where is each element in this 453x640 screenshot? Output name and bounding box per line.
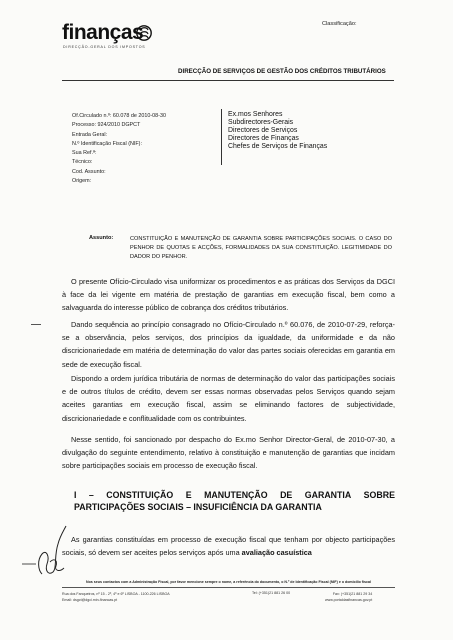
your-reference: Sua Ref.ª: bbox=[72, 150, 97, 157]
header-divider bbox=[62, 80, 394, 81]
footer-contact bbox=[62, 591, 170, 603]
footer-phone: Tel: (+351)21 881 26 00 bbox=[252, 591, 291, 595]
footer-divider bbox=[62, 587, 395, 588]
section-heading-line2: PARTICIPAÇÕES SOCIAIS – INSUFICIÊNCIA DA GARANTIA bbox=[74, 501, 322, 512]
origin-field: Origem: bbox=[72, 178, 92, 185]
recipient-line: Subdirectores-Gerais bbox=[228, 118, 294, 126]
footer-fax: Fax: (+351)21 881 29 34 bbox=[332, 592, 373, 596]
recipient-line: Directores de Finanças bbox=[228, 134, 299, 142]
section-heading-line1: I – CONSTITUIÇÃO E MANUTENÇÃO DE GARANTIA SOBRE bbox=[74, 490, 395, 500]
footer-right bbox=[325, 591, 372, 603]
recipient-line: Directores de Serviços bbox=[228, 126, 298, 134]
logo-wordmark: finanças bbox=[62, 21, 144, 44]
footer-address: Rua dos Fanqueiros, nº 15 - 2º, 4º e 6º LISBOA - 1100-226 LISBOA bbox=[62, 592, 170, 596]
footer-note: Nos seus contactos com a Administração Fiscal, por favor mencione sempre o nome, a referência do documento, o N.º de Identificação Fiscal (NIF) e o domicílio fiscal bbox=[86, 580, 371, 584]
paragraph-guarantees: As garantias constituídas em processo de execução fiscal que tenham por objecto participações sociais, só devem ser aceites pelos serviços após uma avaliação casuística bbox=[62, 535, 395, 558]
logo-subtitle: DIRECÇÃO-GERAL DOS IMPOSTOS bbox=[63, 45, 146, 49]
paragraph-purpose: O presente Ofício-Circulado visa uniformizar os procedimentos e as práticas dos Serviços da DGCI à face da lei vigente em matéria de prestação de garantias em execução fiscal, bem como a salvaguarda do interesse público de cobrança dos créditos tributários. bbox=[62, 277, 395, 313]
paragraph-valuation-rules: Dispondo a ordem jurídica tributária de normas de determinação do valor das participações sociais e de outros títulos de crédito, devem ser essas normas observadas pelos Serviços quando sejam aceites garantias em execução fiscal, assim se eliminando factores de subjectividade, discricionariedade e conflitualidade com os contribuintes. bbox=[62, 374, 395, 423]
recipient-line: Ex.mos Senhores bbox=[228, 111, 283, 118]
general-entry: Entrada Geral: bbox=[72, 131, 108, 138]
margin-mark bbox=[31, 324, 41, 325]
footer-website: www.portaldasfinancas.gov.pt bbox=[325, 598, 373, 602]
recipients-block bbox=[228, 111, 327, 151]
tax-id-field: N.º Identificação Fiscal (NIF): bbox=[72, 140, 142, 147]
section-heading bbox=[62, 490, 395, 513]
paragraph-dispatch: Nesse sentido, foi sancionado por despacho do Ex.mo Senhor Director-Geral, de 2010-07-30, a divulgação do seguinte entendimento, relativo à constituição e manutenção de garantias que incidam sobre participações sociais em processo de execução fiscal. bbox=[62, 435, 395, 471]
logo-emblem-icon bbox=[136, 24, 152, 42]
paragraph-principles: Dando sequência ao princípio consagrado no Ofício-Circulado n.º 60.076, de 2010-07-29, reforça-se a observância, pelos serviços, dos princípios da igualdade, da uniformidade e da não discricionariedade em matéria de determinação do valor das partes sociais oferecidas em garantia em sede de execução fiscal. bbox=[62, 320, 395, 369]
reference-metadata bbox=[72, 112, 166, 186]
recipients-divider bbox=[221, 109, 222, 165]
classification-label: Classificação: bbox=[322, 21, 357, 27]
subject-text: CONSTITUIÇÃO E MANUTENÇÃO DE GARANTIA SOBRE PARTICIPAÇÕES SOCIAIS. O CASO DO PENHOR DE QUOTAS E ACÇÕES, FORMALIDADES DA SUA CONSTITUIÇÃO. LEGITIMIDADE DO DADOR DO PENHOR. bbox=[130, 236, 392, 260]
technician-field: Técnico: bbox=[72, 159, 93, 166]
subject-code: Cod. Assunto: bbox=[72, 168, 106, 175]
recipient-line: Chefes de Serviços de Finanças bbox=[228, 142, 328, 150]
circular-reference: Of.Circulado n.º: 60.078 de 2010-08-30 bbox=[72, 113, 166, 119]
directorate-heading: DIRECÇÃO DE SERVIÇOS DE GESTÃO DOS CRÉDITOS TRIBUTÁRIOS bbox=[178, 68, 386, 75]
process-number: Processo: 924/2010 DGPCT bbox=[72, 122, 141, 129]
footer-email: Email: dsgct@dgci.min-financas.pt bbox=[62, 598, 118, 602]
subject-label: Assunto: bbox=[89, 235, 114, 241]
